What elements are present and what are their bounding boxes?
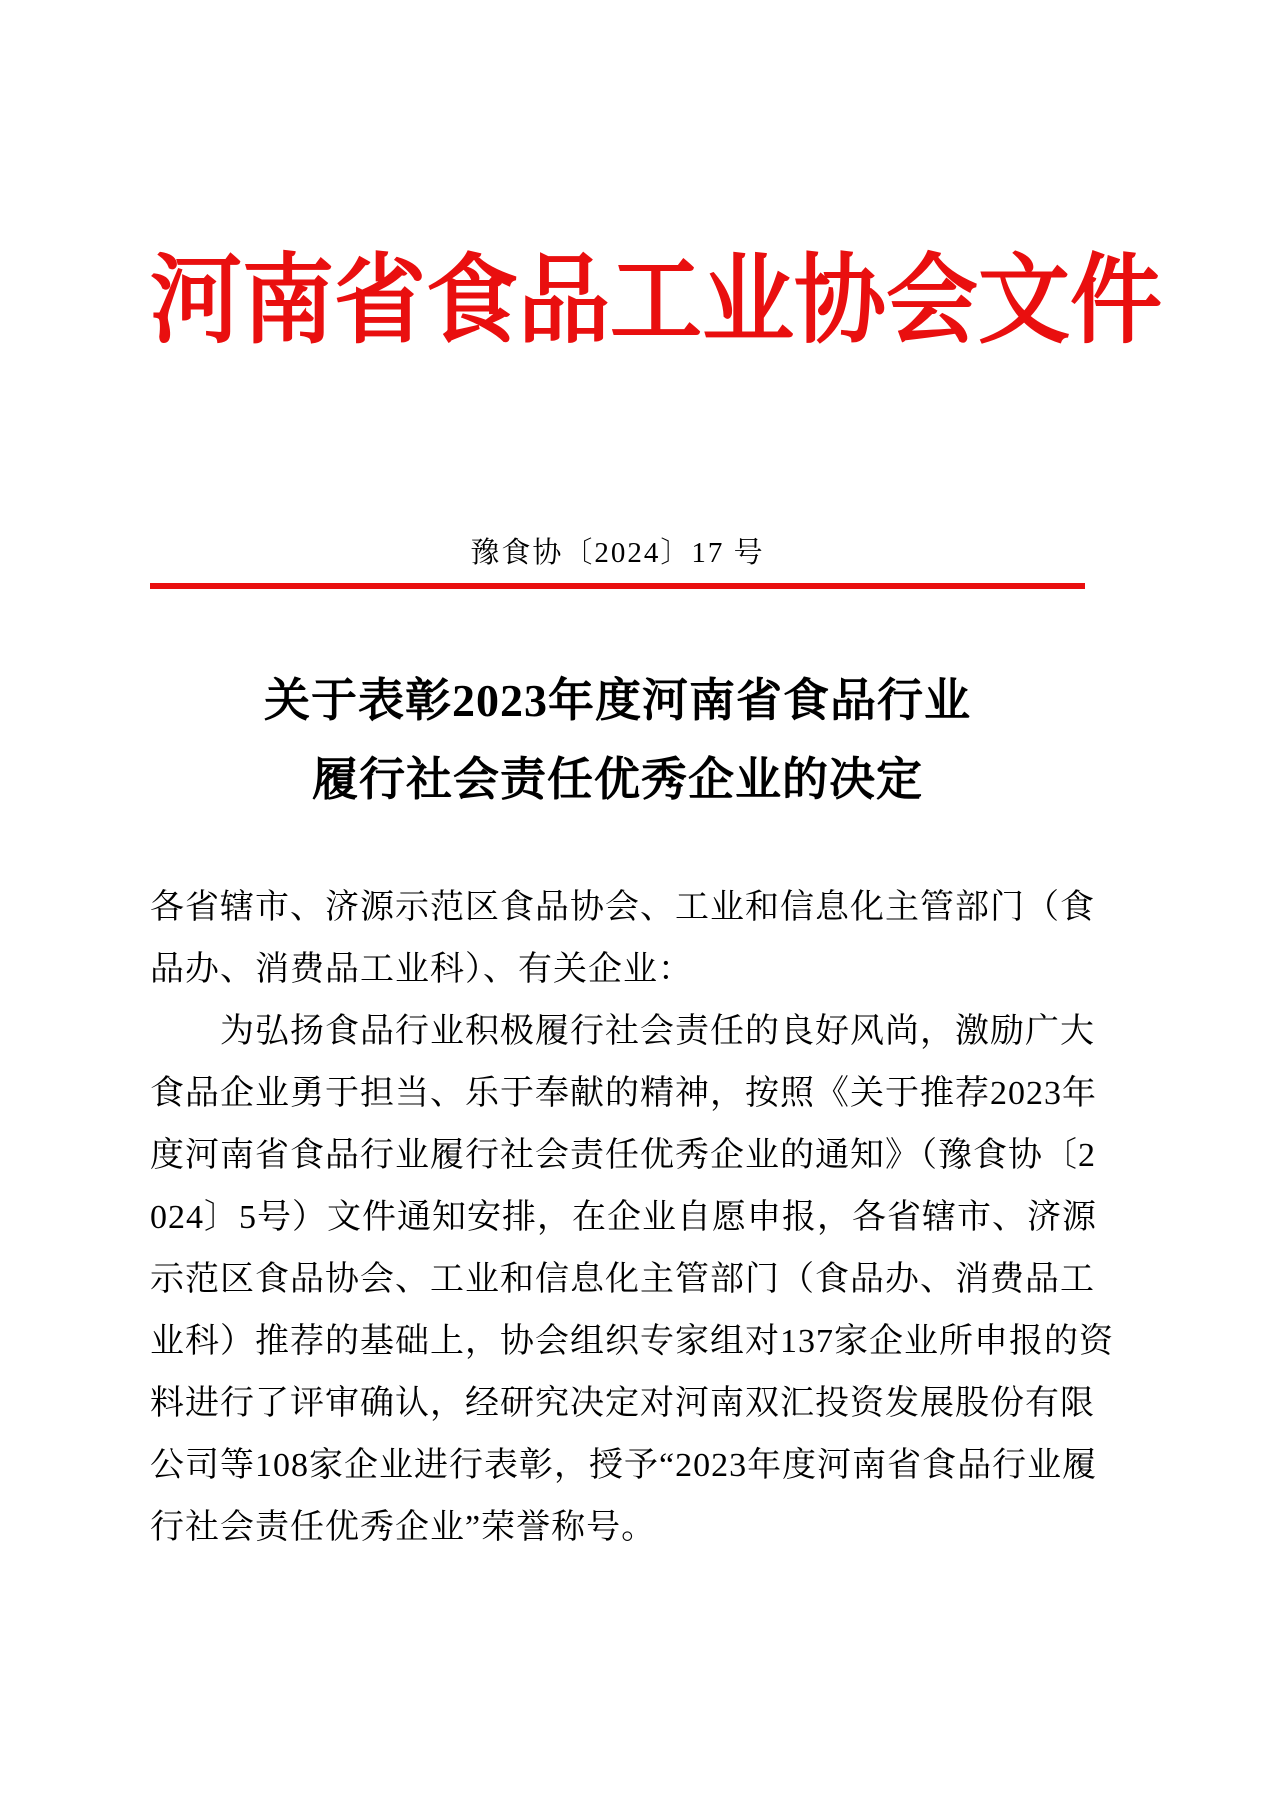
document-page (150, 0, 1163, 1559)
body-line: 公司等108家企业进行表彰，授予“2023年度河南省食品行业履 (150, 1446, 1098, 1484)
body-line: 024〕5号）文件通知安排，在企业自愿申报，各省辖市、济源 (150, 1198, 1097, 1236)
document-title-line2: 履行社会责任优秀企业的决定 (312, 753, 923, 805)
body-line: 度河南省食品行业履行社会责任优秀企业的通知》（豫食协〔2 (150, 1136, 1096, 1174)
salutation-line: 品办、消费品工业科）、有关企业： (150, 950, 693, 988)
body-line: 为弘扬食品行业积极履行社会责任的良好风尚，激励广大 (220, 1012, 1095, 1050)
document-reference-number: 豫食协〔2024〕17 号 (470, 536, 765, 569)
document-title (150, 661, 1085, 819)
document-body (150, 877, 1114, 1559)
body-line: 业科）推荐的基础上，协会组织专家组对137家企业所申报的资 (150, 1322, 1114, 1360)
document-title-line1: 关于表彰2023年度河南省食品行业 (264, 674, 971, 726)
red-separator-rule (150, 583, 1085, 589)
body-line: 示范区食品协会、工业和信息化主管部门（食品办、消费品工 (150, 1260, 1095, 1298)
body-line: 料进行了评审确认，经研究决定对河南双汇投资发展股份有限 (150, 1384, 1095, 1422)
salutation-line: 各省辖市、济源示范区食品协会、工业和信息化主管部门（食 (150, 888, 1095, 926)
body-line: 行社会责任优秀企业”荣誉称号。 (150, 1508, 657, 1546)
body-line: 食品企业勇于担当、乐于奉献的精神，按照《关于推荐2023年 (150, 1074, 1097, 1112)
letterhead-title: 河南省食品工业协会文件 (150, 246, 1163, 356)
